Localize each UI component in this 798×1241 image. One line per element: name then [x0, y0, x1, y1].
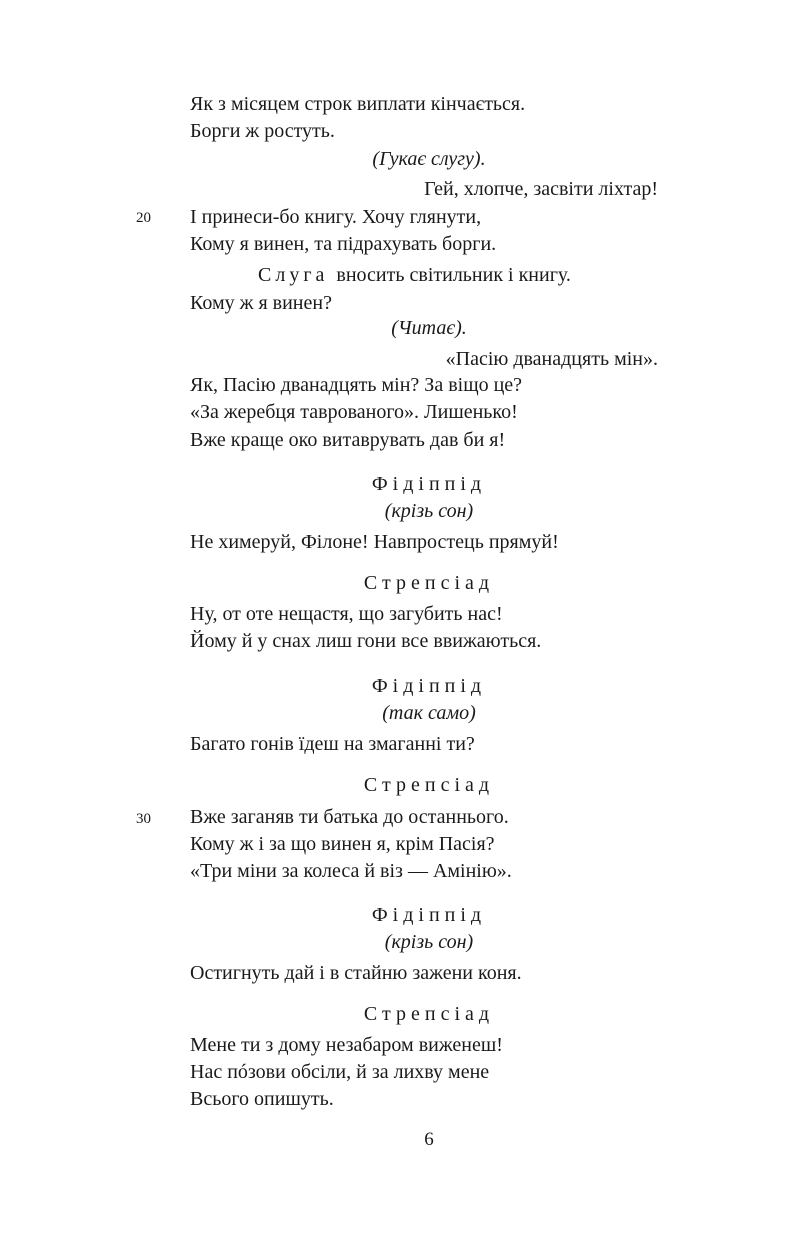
- stage-direction-text: вносить світильник і книгу.: [336, 264, 571, 286]
- stage-direction: (так само): [382, 702, 476, 724]
- speaker-name: Фідіппід: [371, 473, 487, 495]
- verse-line: Не химеруй, Філоне! Навпростець прямуй!: [190, 531, 559, 553]
- verse-line: Вже заганяв ти батька до останнього.: [190, 806, 509, 828]
- verse-line: Кому я винен, та підрахувать борги.: [190, 233, 497, 255]
- stage-direction: (крізь сон): [384, 500, 474, 522]
- verse-line: Кому ж я винен?: [190, 292, 332, 314]
- speaker-name: Фідіппід: [371, 904, 487, 926]
- verse-line: Остигнуть дай і в стайню зажени коня.: [190, 962, 522, 984]
- page-number: 6: [424, 1129, 434, 1150]
- verse-line: «Три міни за колеса й віз — Амінію».: [190, 860, 512, 882]
- speaker-name: Стрепсіад: [363, 572, 495, 594]
- verse-line: Як, Пасію дванадцять мін? За віщо це?: [190, 374, 523, 396]
- stage-direction-speaker: Слуга: [258, 264, 329, 286]
- verse-line: Кому ж і за що винен я, крім Пасія?: [190, 833, 495, 855]
- verse-line: Мене ти з дому незабаром виженеш!: [190, 1034, 503, 1056]
- verse-line: Як з місяцем строк виплати кінчається.: [190, 93, 526, 115]
- stage-direction: (Читає).: [391, 317, 467, 339]
- line-number: 20: [136, 210, 151, 226]
- verse-line: Гей, хлопче, засвіти ліхтар!: [424, 178, 658, 200]
- verse-line: Багато гонів їдеш на змаганні ти?: [190, 733, 475, 755]
- verse-line: Йому й у снах лиш гони все ввижаються.: [190, 630, 542, 652]
- stage-direction: [258, 262, 571, 288]
- verse-line: Всього опишуть.: [190, 1088, 334, 1110]
- line-number: 30: [136, 811, 151, 827]
- verse-line: «Пасію дванадцять мін».: [445, 348, 658, 370]
- verse-line: «За жеребця таврованого». Лишенько!: [190, 401, 518, 423]
- verse-line: Вже краще око витаврувать дав би я!: [190, 429, 506, 451]
- verse-line: Борги ж ростуть.: [190, 120, 335, 142]
- stage-direction: (крізь сон): [384, 931, 474, 953]
- verse-line: Ну, от оте нещастя, що загубить нас!: [190, 603, 503, 625]
- verse-line: Нас пóзови обсіли, й за лихву мене: [190, 1061, 490, 1083]
- speaker-name: Стрепсіад: [363, 774, 495, 796]
- stage-direction: (Гукає слугу).: [372, 148, 486, 170]
- speaker-name: Стрепсіад: [363, 1003, 495, 1025]
- verse-line: І принеси-бо книгу. Хочу глянути,: [190, 206, 482, 228]
- speaker-name: Фідіппід: [371, 675, 487, 697]
